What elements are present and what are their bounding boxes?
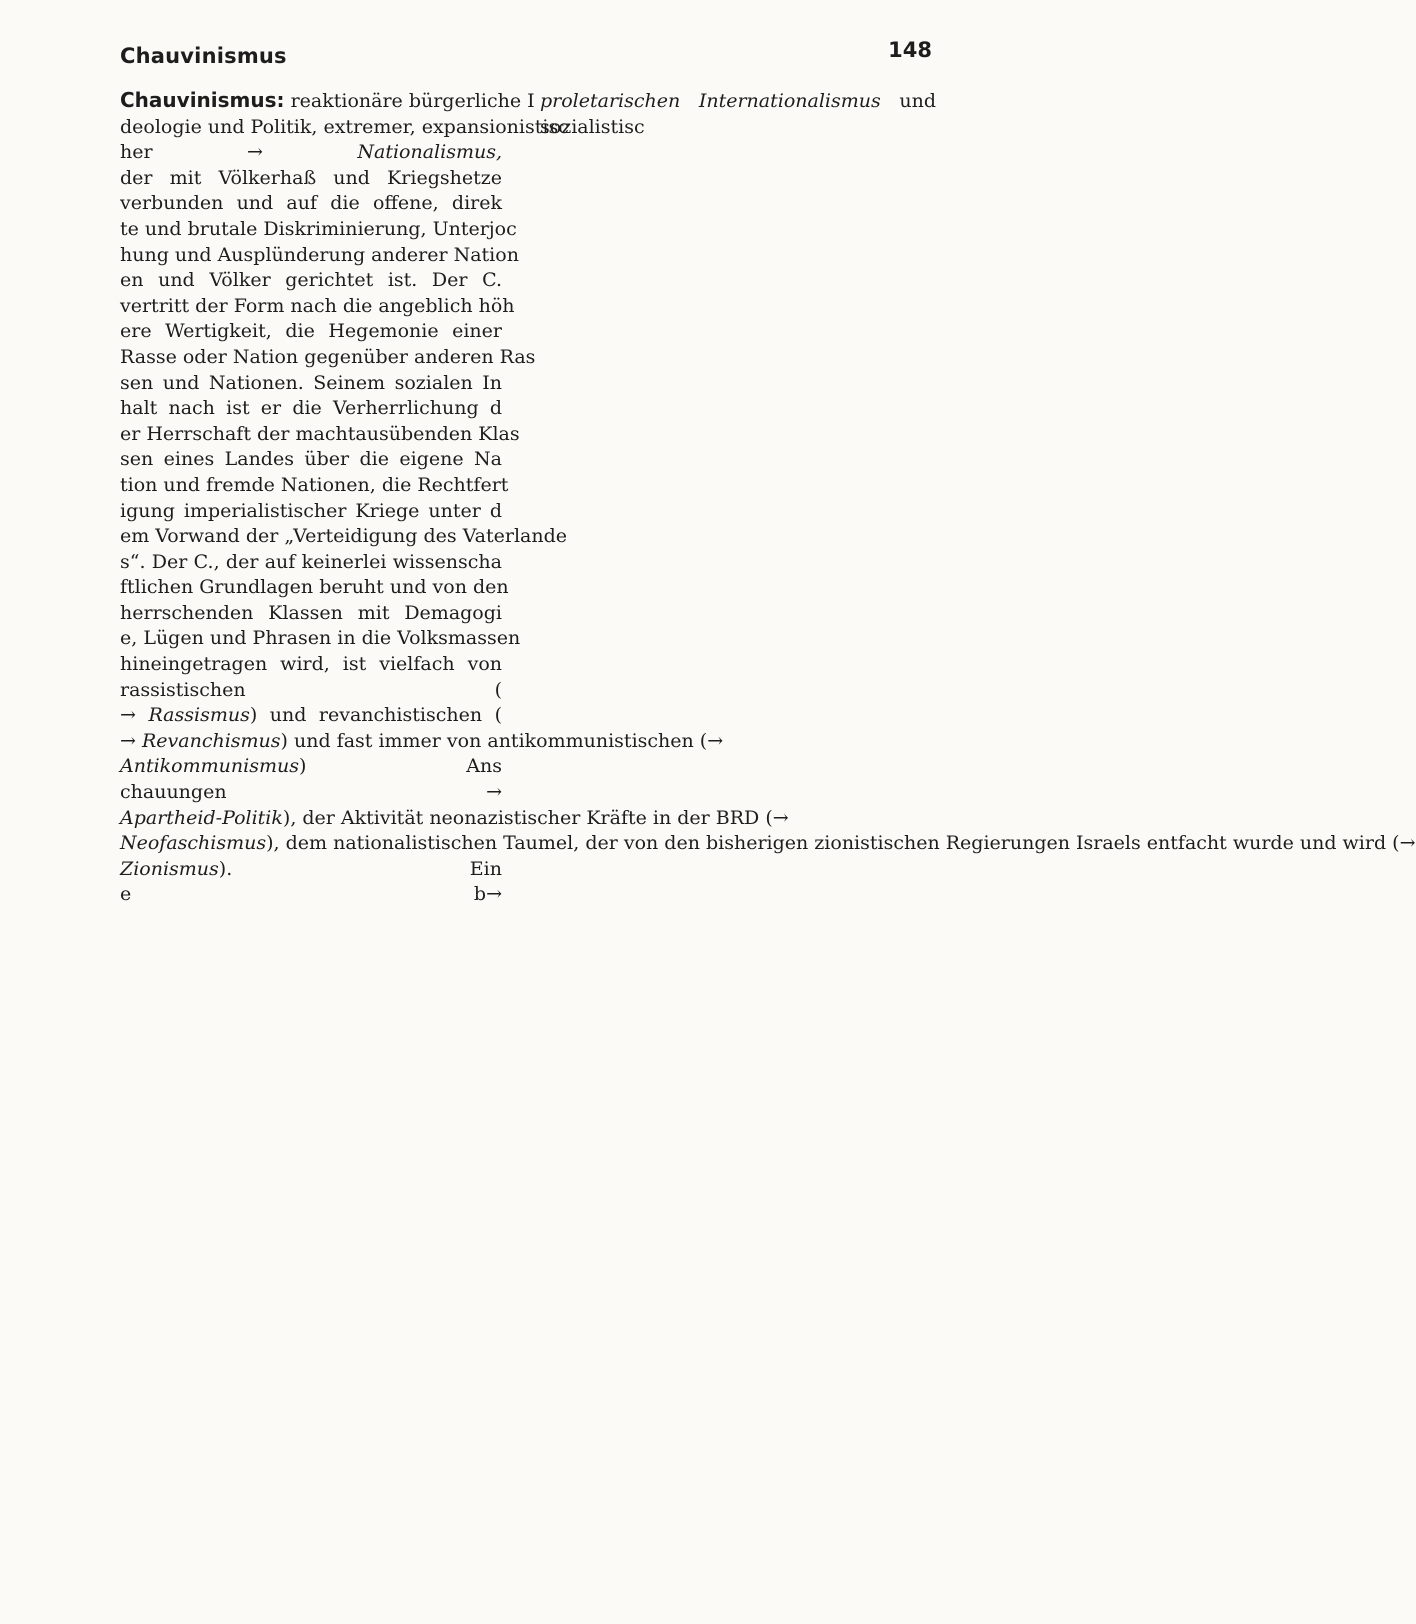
cross-reference: proletarischen Internationalismus [540,90,881,112]
text-line [120,703,502,729]
entry-text: sen eines Landes über die eigene Na [120,448,502,471]
text-line [120,115,569,141]
text-line [120,882,502,908]
arrow-icon: → [247,141,358,164]
entry-text: der mit Völkerhaß und Kriegshetze [120,166,502,189]
text-line [540,89,936,140]
right-column [540,89,936,140]
entry-text: und sozialistisc [540,90,936,138]
entry-text: hung und Ausplünderung anderer Nation [120,243,519,266]
entry-lemma: Chauvinismus: [120,88,285,112]
text-line [120,780,502,806]
cross-reference: Antikommunismus [120,755,299,778]
text-line [120,550,502,576]
entry-text: chauungen [120,781,487,804]
text-line [120,575,509,601]
text-line [120,191,502,217]
text-line [120,243,519,269]
cross-reference: Nationalismus, [357,141,502,164]
entry-text: en und Völker gerichtet ist. Der C. [120,269,502,292]
cross-reference: Neofaschismus [120,832,267,855]
entry-text: herrschenden Klassen mit Demagogi [120,601,502,624]
text-line [120,447,502,473]
entry-text: ) und revanchistischen ( [249,704,502,727]
text-line [120,524,568,550]
text-line [120,345,536,371]
text-line [120,473,509,499]
entry-text: Rasse oder Nation gegenüber anderen Ras [120,345,536,368]
text-line [120,140,502,166]
entry-text: ere Wertigkeit, die Hegemonie einer [120,320,502,343]
arrow-icon: → [707,729,724,752]
cross-reference: Zionismus [120,857,219,880]
text-line [120,831,1416,857]
arrow-icon: → [486,883,502,906]
cross-reference: Apartheid-Politik [120,806,283,829]
entry-text: tion und fremde Nationen, die Rechtfert [120,473,509,496]
arrow-icon: → [120,704,149,727]
running-head: Chauvinismus [120,44,287,68]
entry-text: e b [120,883,487,906]
text-line [120,754,502,780]
entry-text: deologie und Politik, extremer, expansionistisc [120,115,569,138]
entry-text: ), dem nationalistischen Taumel, der von den bisherigen zionistischen Regierungen Israels entfacht wurde und wird ( [266,832,1400,855]
entry-text: ftlichen Grundlagen beruht und von den [120,576,509,599]
entry-text: vertritt der Form nach die angeblich höh [120,294,515,317]
entry-text: sen und Nationen. Seinem sozialen In [120,371,502,394]
entry-text: em Vorwand der „Verteidigung des Vaterlande [120,525,568,548]
page-number: 148 [888,38,932,62]
entry-text: te und brutale Diskriminierung, Unterjoc [120,217,517,240]
text-line [120,217,517,243]
entry-text: ), der Aktivität neonazistischer Kräfte in der BRD ( [282,806,773,829]
text-line [120,678,502,704]
text-line [120,601,502,627]
text-line [120,806,789,832]
text-line [120,166,502,192]
entry-text: ) und fast immer von antikommunistischen ( [280,729,708,752]
cross-reference: Rassismus [148,704,250,727]
text-line [120,268,502,294]
text-line [120,294,515,320]
entry-text: e, Lügen und Phrasen in die Volksmassen [120,627,521,650]
text-line [120,857,502,883]
text-line [120,729,724,755]
entry-text: ). Ein [218,857,502,880]
entry-text: ) Ans [298,755,502,778]
entry-text: igung imperialistischer Kriege unter d [120,499,502,522]
entry-text: halt nach ist er die Verherrlichung d [120,397,502,420]
text-line [120,499,502,525]
arrow-icon: → [772,806,789,829]
text-line [120,88,535,115]
cross-reference: Revanchismus [141,729,281,752]
entry-text: reaktionäre bürgerliche I [284,90,535,112]
text-line [120,319,502,345]
text-line [120,422,520,448]
arrow-icon: → [120,729,142,752]
arrow-icon: → [486,781,502,804]
arrow-icon: → [1399,832,1416,855]
entry-text: hineingetragen wird, ist vielfach von [120,653,502,676]
entry-text: s“. Der C., der auf keinerlei wissenscha [120,550,502,573]
text-line [120,626,521,652]
text-line [120,652,502,678]
text-line [120,396,502,422]
entry-text: her [120,141,248,164]
entry-text: verbunden und auf die offene, direk [120,192,502,215]
entry-text: rassistischen ( [120,678,502,701]
entry-text: er Herrschaft der machtausübenden Klas [120,422,520,445]
text-line [120,371,502,397]
